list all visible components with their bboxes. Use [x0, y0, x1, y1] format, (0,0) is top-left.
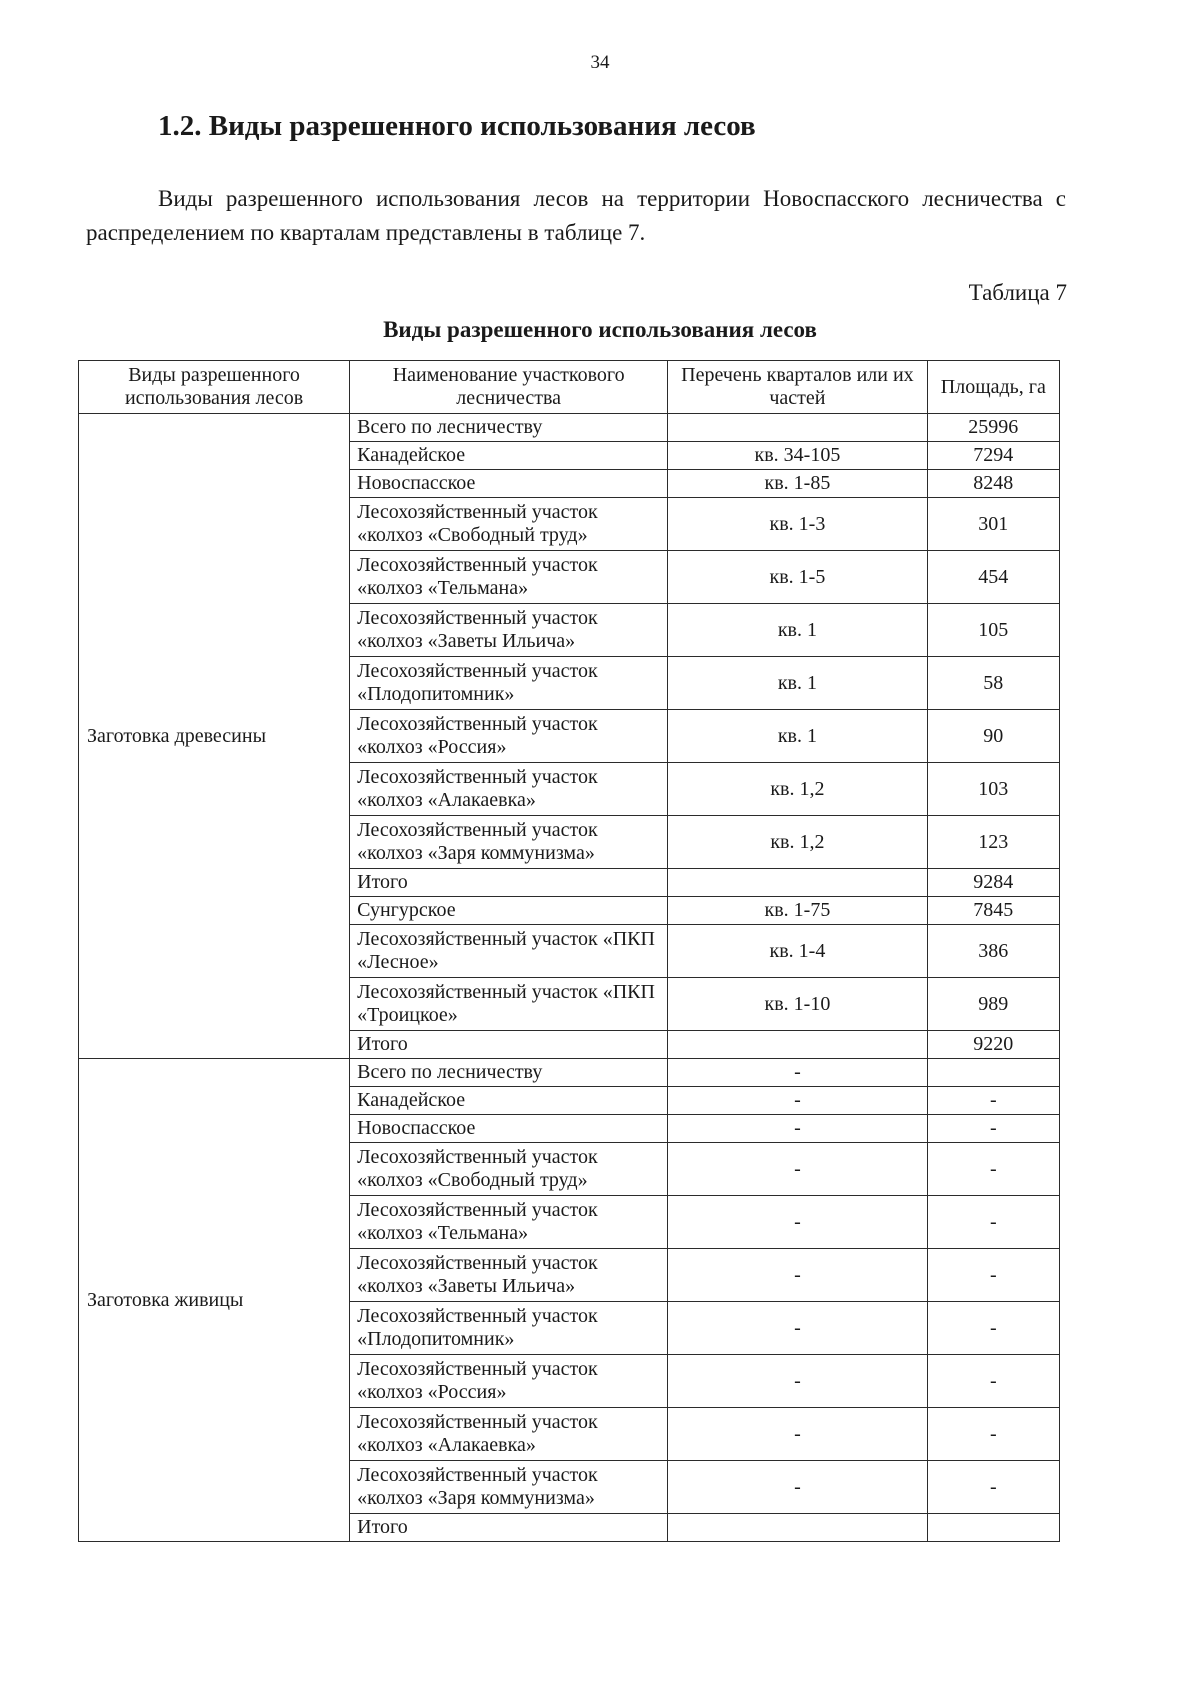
area-cell: -: [927, 1408, 1059, 1461]
quarters-cell: кв. 1-75: [668, 897, 927, 925]
forestry-name-cell: Итого: [350, 1031, 668, 1059]
use-type-cell: Заготовка живицы: [79, 1059, 350, 1542]
area-cell: 454: [927, 551, 1059, 604]
forestry-name-cell: Итого: [350, 1514, 668, 1542]
quarters-cell: -: [668, 1059, 927, 1087]
quarters-cell: -: [668, 1302, 927, 1355]
quarters-cell: -: [668, 1355, 927, 1408]
area-cell: -: [927, 1115, 1059, 1143]
area-cell: -: [927, 1087, 1059, 1115]
header-forestry-name: Наименование участкового лесничества: [350, 361, 668, 414]
use-type-cell: Заготовка древесины: [79, 414, 350, 1059]
area-cell: -: [927, 1143, 1059, 1196]
forest-use-table: [78, 360, 1060, 1542]
forestry-name-cell: Всего по лесничеству: [350, 1059, 668, 1087]
forestry-name-cell: Лесохозяйственный участок «колхоз «Заря коммунизма»: [350, 816, 668, 869]
quarters-cell: -: [668, 1087, 927, 1115]
forestry-name-cell: Новоспасское: [350, 1115, 668, 1143]
table-body: [79, 414, 1060, 1542]
area-cell: -: [927, 1196, 1059, 1249]
table-header-row: [79, 361, 1060, 414]
header-use-type: Виды разрешенного использования лесов: [79, 361, 350, 414]
header-area: Площадь, га: [927, 361, 1059, 414]
area-cell: 25996: [927, 414, 1059, 442]
area-cell: [927, 1059, 1059, 1087]
area-cell: 301: [927, 498, 1059, 551]
forestry-name-cell: Лесохозяйственный участок «колхоз «Заветы Ильича»: [350, 604, 668, 657]
forestry-name-cell: Канадейское: [350, 442, 668, 470]
forestry-name-cell: Сунгурское: [350, 897, 668, 925]
forestry-name-cell: Лесохозяйственный участок «колхоз «Тельмана»: [350, 1196, 668, 1249]
quarters-cell: -: [668, 1408, 927, 1461]
forestry-name-cell: Лесохозяйственный участок «колхоз «Свободный труд»: [350, 1143, 668, 1196]
quarters-cell: кв. 1: [668, 710, 927, 763]
forestry-name-cell: Лесохозяйственный участок «колхоз «Тельмана»: [350, 551, 668, 604]
area-cell: -: [927, 1355, 1059, 1408]
quarters-cell: -: [668, 1115, 927, 1143]
intro-paragraph: Виды разрешенного использования лесов на территории Новоспасского лесничества с распределением по кварталам представлены в таблице 7.: [86, 186, 1066, 245]
page-number: 34: [590, 52, 610, 73]
forestry-name-cell: Лесохозяйственный участок «колхоз «Россия»: [350, 710, 668, 763]
quarters-cell: кв. 1-10: [668, 978, 927, 1031]
table-row: [79, 1059, 1060, 1087]
quarters-cell: [668, 1031, 927, 1059]
forestry-name-cell: Канадейское: [350, 1087, 668, 1115]
forestry-name-cell: Всего по лесничеству: [350, 414, 668, 442]
area-cell: 103: [927, 763, 1059, 816]
quarters-cell: [668, 1514, 927, 1542]
quarters-cell: [668, 414, 927, 442]
header-quarters: Перечень кварталов или их частей: [668, 361, 927, 414]
section-title: 1.2. Виды разрешенного использования лесов: [158, 110, 756, 142]
forestry-name-cell: Лесохозяйственный участок «ПКП «Лесное»: [350, 925, 668, 978]
quarters-cell: -: [668, 1196, 927, 1249]
area-cell: 9220: [927, 1031, 1059, 1059]
forestry-name-cell: Новоспасское: [350, 470, 668, 498]
forestry-name-cell: Лесохозяйственный участок «Плодопитомник»: [350, 1302, 668, 1355]
forestry-name-cell: Лесохозяйственный участок «колхоз «Заря коммунизма»: [350, 1461, 668, 1514]
quarters-cell: кв. 1-4: [668, 925, 927, 978]
area-cell: 7294: [927, 442, 1059, 470]
quarters-cell: кв. 34-105: [668, 442, 927, 470]
area-cell: -: [927, 1249, 1059, 1302]
area-cell: 7845: [927, 897, 1059, 925]
area-cell: 386: [927, 925, 1059, 978]
quarters-cell: кв. 1-3: [668, 498, 927, 551]
area-cell: [927, 1514, 1059, 1542]
forestry-name-cell: Лесохозяйственный участок «колхоз «Алакаевка»: [350, 1408, 668, 1461]
area-cell: 989: [927, 978, 1059, 1031]
area-cell: 8248: [927, 470, 1059, 498]
forestry-name-cell: Лесохозяйственный участок «Плодопитомник»: [350, 657, 668, 710]
quarters-cell: -: [668, 1461, 927, 1514]
area-cell: 9284: [927, 869, 1059, 897]
area-cell: 90: [927, 710, 1059, 763]
table-caption: Виды разрешенного использования лесов: [383, 317, 817, 342]
quarters-cell: кв. 1-5: [668, 551, 927, 604]
quarters-cell: -: [668, 1249, 927, 1302]
quarters-cell: кв. 1,2: [668, 763, 927, 816]
quarters-cell: -: [668, 1143, 927, 1196]
forestry-name-cell: Лесохозяйственный участок «колхоз «Россия»: [350, 1355, 668, 1408]
area-cell: 58: [927, 657, 1059, 710]
quarters-cell: кв. 1: [668, 657, 927, 710]
forestry-name-cell: Лесохозяйственный участок «колхоз «Свободный труд»: [350, 498, 668, 551]
forestry-name-cell: Итого: [350, 869, 668, 897]
table-label: Таблица 7: [968, 280, 1067, 305]
forestry-name-cell: Лесохозяйственный участок «колхоз «Алакаевка»: [350, 763, 668, 816]
area-cell: -: [927, 1302, 1059, 1355]
forestry-name-cell: Лесохозяйственный участок «ПКП «Троицкое»: [350, 978, 668, 1031]
area-cell: 123: [927, 816, 1059, 869]
area-cell: -: [927, 1461, 1059, 1514]
quarters-cell: кв. 1,2: [668, 816, 927, 869]
table-row: [79, 414, 1060, 442]
forestry-name-cell: Лесохозяйственный участок «колхоз «Заветы Ильича»: [350, 1249, 668, 1302]
quarters-cell: [668, 869, 927, 897]
quarters-cell: кв. 1: [668, 604, 927, 657]
area-cell: 105: [927, 604, 1059, 657]
quarters-cell: кв. 1-85: [668, 470, 927, 498]
